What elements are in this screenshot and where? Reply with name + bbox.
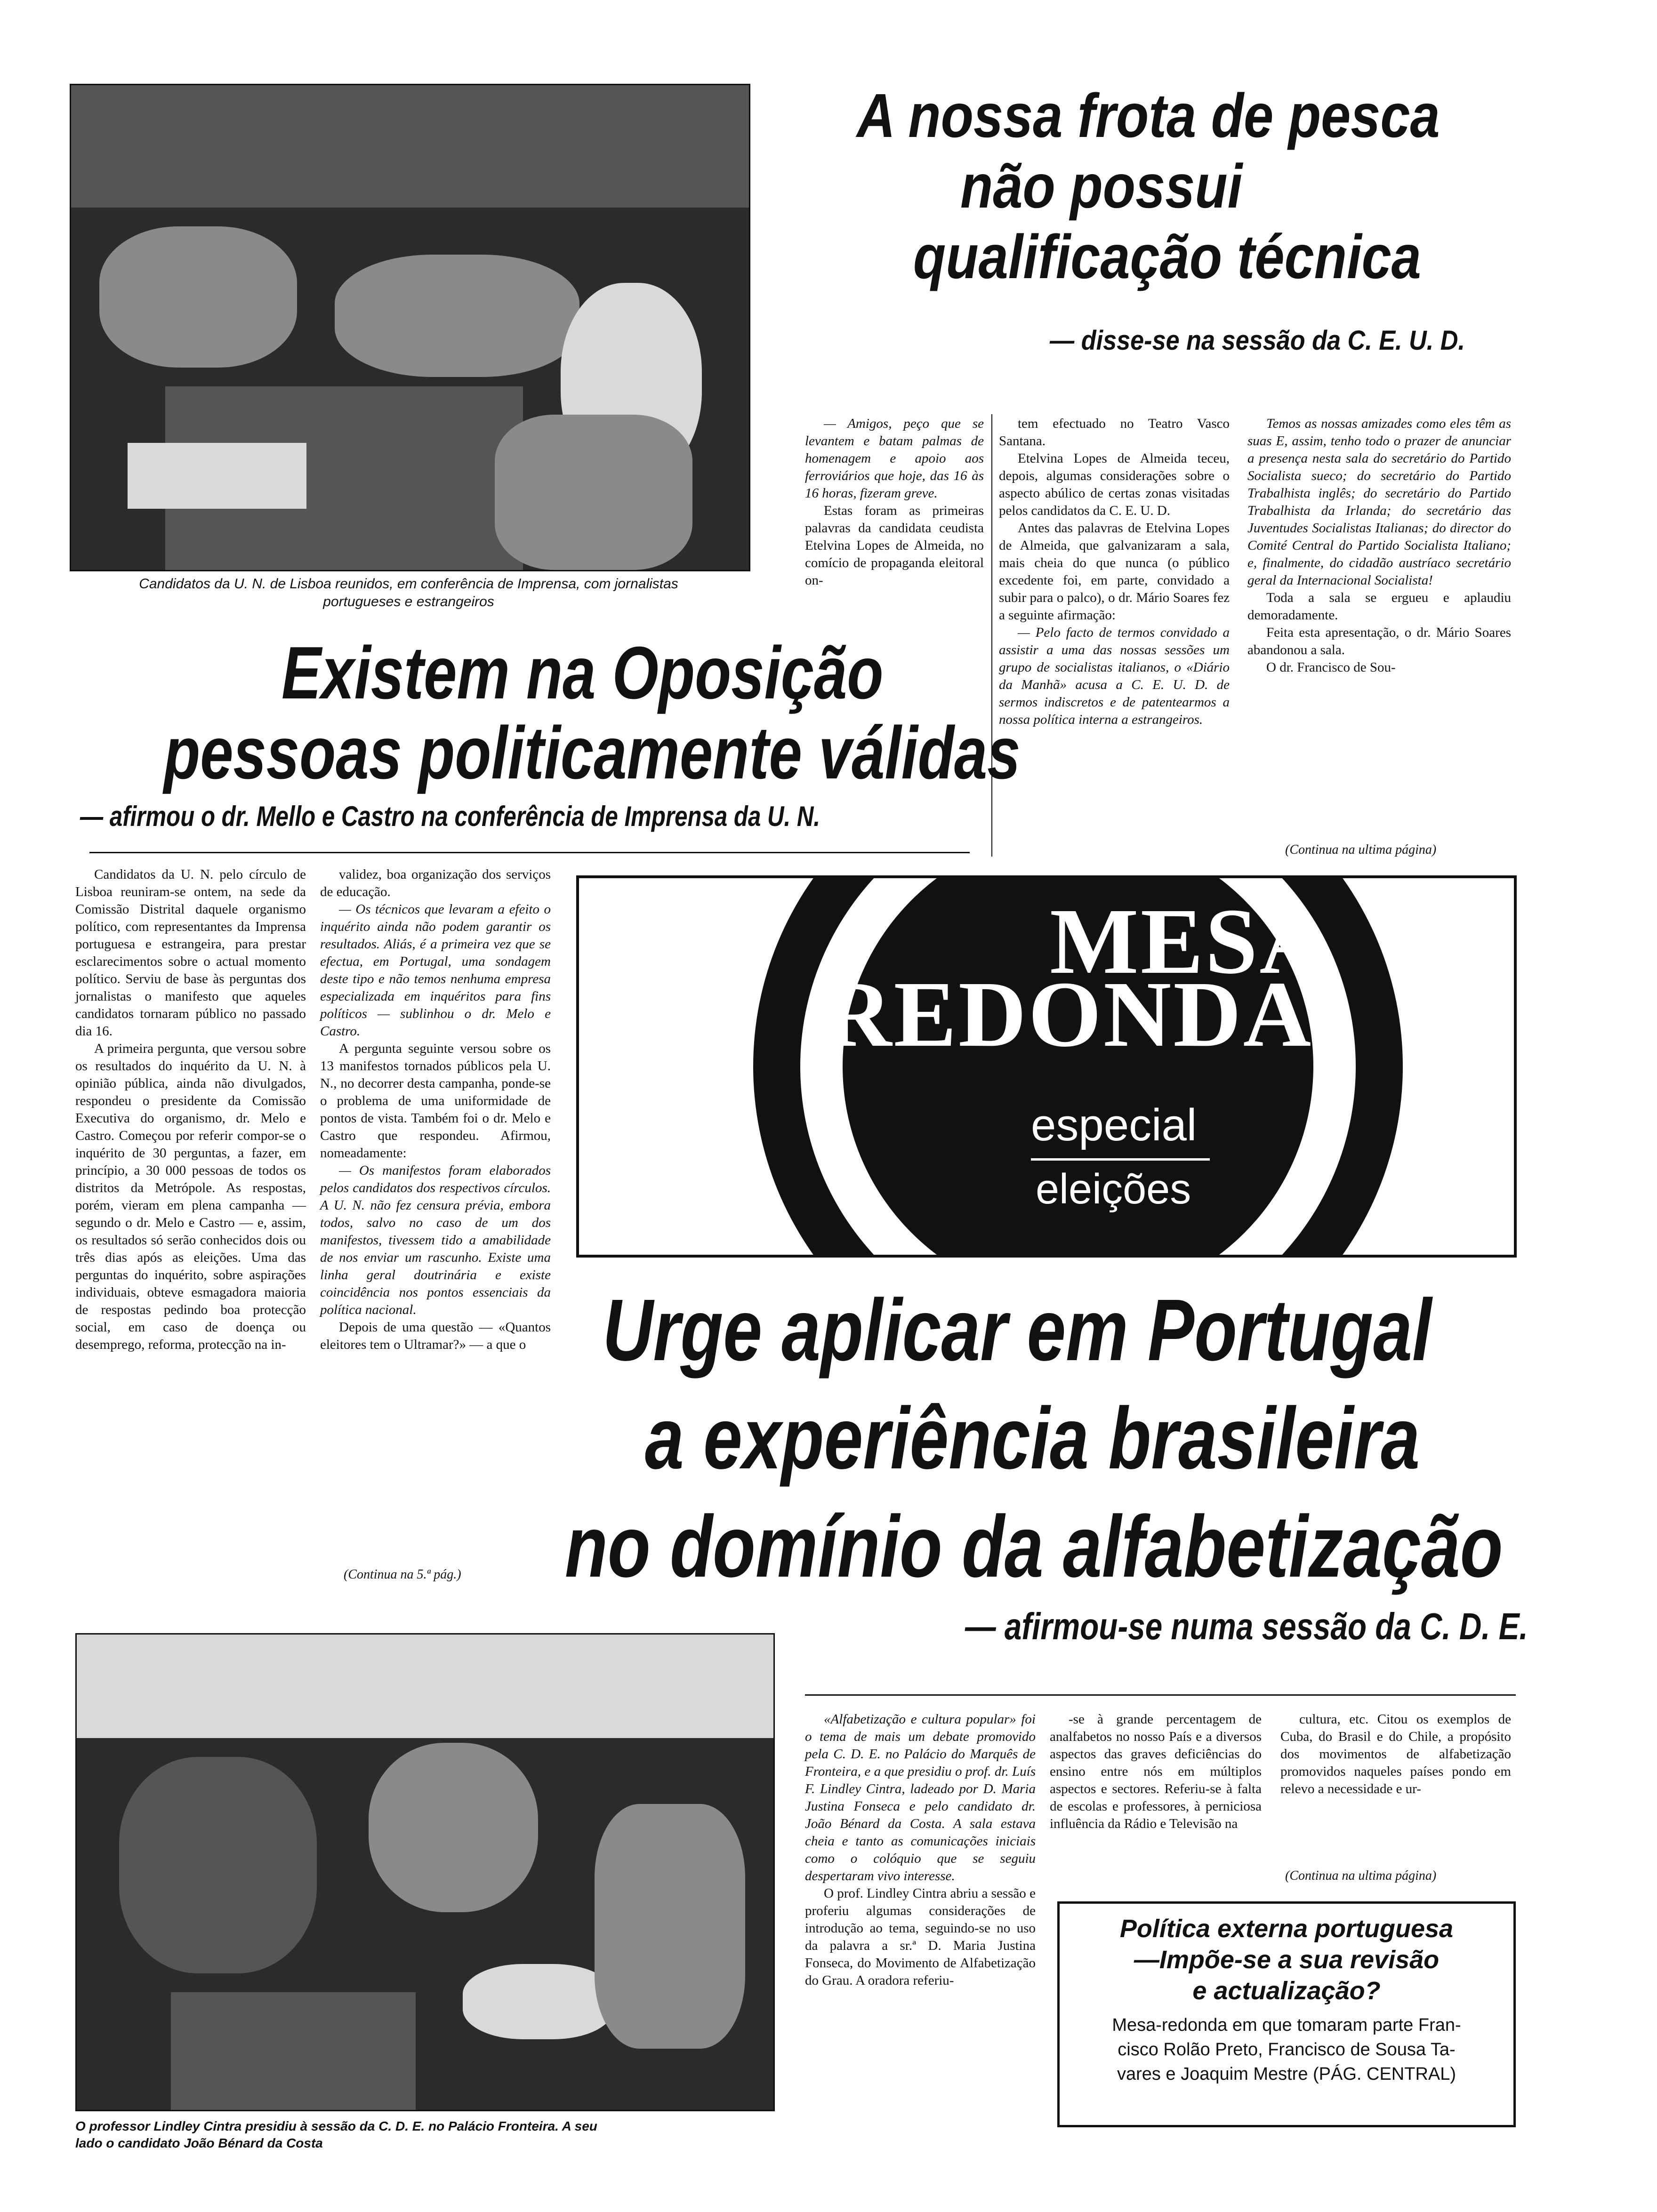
byline: — disse-se na sessão da C. E. U. D. (1050, 325, 1465, 356)
headline-opposition: Existem na Oposição pessoas politicamente válidas (164, 632, 1021, 794)
article-column: cultura, etc. Citou os exemplos de Cuba, do Brasil e do Chile, a propósito dos movimentos de alfabetização promovidos naqueles países pondo em relevo a necessidade e ur- (1280, 1712, 1511, 1796)
headline-literacy: Urge aplicar em Portugal a experiência brasileira no domínio da alfabetização (565, 1282, 1503, 1595)
mesa-redonda-banner (576, 875, 1517, 1258)
article-column: validez, boa organização dos serviços de educação. — Os técnicos que levaram a efeito o inquérito ainda não podem garantir os resultados. Aliás, é a primeira vez que se efectua, em Portugal, uma sondagem deste tipo e não temos nenhuma empresa especializada em inquéritos para fins políticos — sublinhou o dr. Melo e Castro. A pergunta seguinte versou sobre os 13 manifestos tornados públicos pela U. N., no decorrer desta campanha, ponde-se o problema de uma uniformidade de pontos de vista. Também foi o dr. Melo e Castro que respondeu. Afirmou, nomeadamente: — Os manifestos foram elaborados pelos candidatos dos respectivos círculos. A U. N. não fez censura prévia, embora todos, salvo no caso de um dos manifestos, tivessem tido a amabilidade de nos enviar um rascunho. Existe uma linha geral doutrinária e existe coincidência nos pontos essenciais da política nacional. Depois de uma questão — «Quantos eleitores tem o Ultramar?» — a que o (320, 867, 551, 1352)
continued-note: (Continua na 5.ª pág.) (344, 1567, 461, 1582)
article-column: «Alfabetização e cultura popular» foi o tema de mais um debate promovido pela C. D. E. no Palácio do Marquês de Fronteira, e a que presidiu o prof. dr. Luís F. Lindley Cintra, ladeado por D. Maria Justina Fonseca e pelo candidato dr. João Bénard da Costa. A sala estava cheia e tanto as comunicações iniciais como o colóquio que se seguiu despertaram vivo interesse. O prof. Lindley Cintra abriu a sessão e proferiu algumas considerações de introdução ao tema, seguindo-se no uso da palavra a sr.ª D. Maria Justina Fonseca, do Movimento de Alfabetização do Grau. A oradora referiu- (805, 1712, 1036, 1988)
photo-press-conference (70, 84, 750, 571)
foreign-policy-box: Política externa portuguesa —Impõe-se a sua revisão e actualização? Mesa-redonda em que tomaram parte Fran- cisco Rolão Preto, Francisco de Sousa Ta- vares e Joaquim Mestre (PÁG. CENTRAL) (1057, 1901, 1516, 2127)
mesa-word: MESA (1050, 890, 1329, 994)
byline: — afirmou-se numa sessão da C. D. E. (965, 1605, 1528, 1647)
article-column: — Amigos, peço que se levantem e batam palmas de homenagem e apoio aos ferroviários que hoje, das 16 às 16 horas, fizeram greve. Estas foram as primeiras palavras da candidata ceudista Etelvina Lopes de Almeida, no comício de propaganda eleitoral on- (805, 416, 984, 588)
article-column: Temos as nossas amizades como eles têm as suas E, assim, tenho todo o prazer de anunciar a presença nesta sala do secretário do Partido Socialista sueco; do secretário do Partido Trabalhista inglês; do secretário do Partido Trabalhista da Irlanda; do secretário das Juventudes Socialistas Italianas; do director do Comité Central do Partido Socialista Italiano; e, finalmente, do cidadão austríaco secretário geral da Internacional Socialista! Toda a sala se ergueu e aplaudiu demoradamente. Feita esta apresentação, o dr. Mário Soares abandonou a sala. O dr. Francisco de Sou- (1247, 416, 1511, 675)
article-column: Candidatos da U. N. pelo círculo de Lisboa reuniram-se ontem, na sede da Comissão Distrital daquele organismo político, com representantes da Imprensa portuguesa e estrangeira, para prestar esclarecimentos sobre o actual momento político. Serviu de base às perguntas dos jornalistas o manifesto que aqueles candidatos tornaram público no passado dia 16. A primeira pergunta, que versou sobre os resultados do inquérito da U. N. à opinião pública, ainda não divulgados, respondeu o presidente da Comissão Executiva do organismo, dr. Melo e Castro. Começou por referir compor-se o inquérito de 30 perguntas, a fazer, em princípio, a 30 000 pessoas de todos os distritos da Metrópole. As respostas, porém, vieram em plena campanha — segundo o dr. Melo e Castro — e, assim, os resultados só serão conhecidos dois ou três dias após as eleições. Uma das perguntas do inquérito, sobre aspirações individuais, obteve esmagadora maioria de respostas pedindo boa protecção social, em caso de doença ou desemprego, reforma, protecção na in- (75, 867, 306, 1352)
redonda-word: REDONDA (824, 962, 1313, 1066)
photo-caption: Candidatos da U. N. de Lisboa reunidos, em conferência de Imprensa, com jornalistas portugueses e estrangeiros (139, 576, 678, 609)
photo-cde-session (75, 1633, 775, 2111)
eleicoes-label: eleições (1036, 1166, 1191, 1213)
article-column: tem efectuado no Teatro Vasco Santana. Etelvina Lopes de Almeida teceu, depois, algumas considerações sobre o aspecto abúlico de certas zonas visitadas pelos candidatos da C. E. U. D. Antes das palavras de Etelvina Lopes de Almeida, que galvanizaram a sala, mais cheia do que nunca (o público excedente foi, em parte, convidado a subir para o palco), o dr. Mário Soares fez a seguinte afirmação: — Pelo facto de termos convidado a assistir a uma das nossas sessões um grupo de socialistas italianos, o «Diário da Manhã» acusa a C. E. U. D. de sermos indiscretos e de patentearmos a nossa política interna a estrangeiros. (999, 416, 1230, 727)
byline: — afirmou o dr. Mello e Castro na conferência de Imprensa da U. N. (80, 801, 820, 832)
photo-caption: O professor Lindley Cintra presidiu à sessão da C. D. E. no Palácio Fronteira. A seu lado o candidato João Bénard da Costa (75, 2119, 597, 2150)
article-column: -se à grande percentagem de analfabetos no nosso País e a diversos aspectos das graves deficiências do ensino entre nós em múltiplos aspectos e sectores. Referiu-se à falta de escolas e professores, à perniciosa influência da Rádio e Televisão na (1050, 1712, 1262, 1831)
continued-note: (Continua na ultima página) (1285, 1868, 1437, 1883)
headline-fishing-fleet: A nossa frota de pesca não possui qualificação técnica (857, 81, 1440, 291)
continued-note: (Continua na ultima página) (1285, 842, 1437, 857)
especial-label: especial (1031, 1100, 1197, 1150)
